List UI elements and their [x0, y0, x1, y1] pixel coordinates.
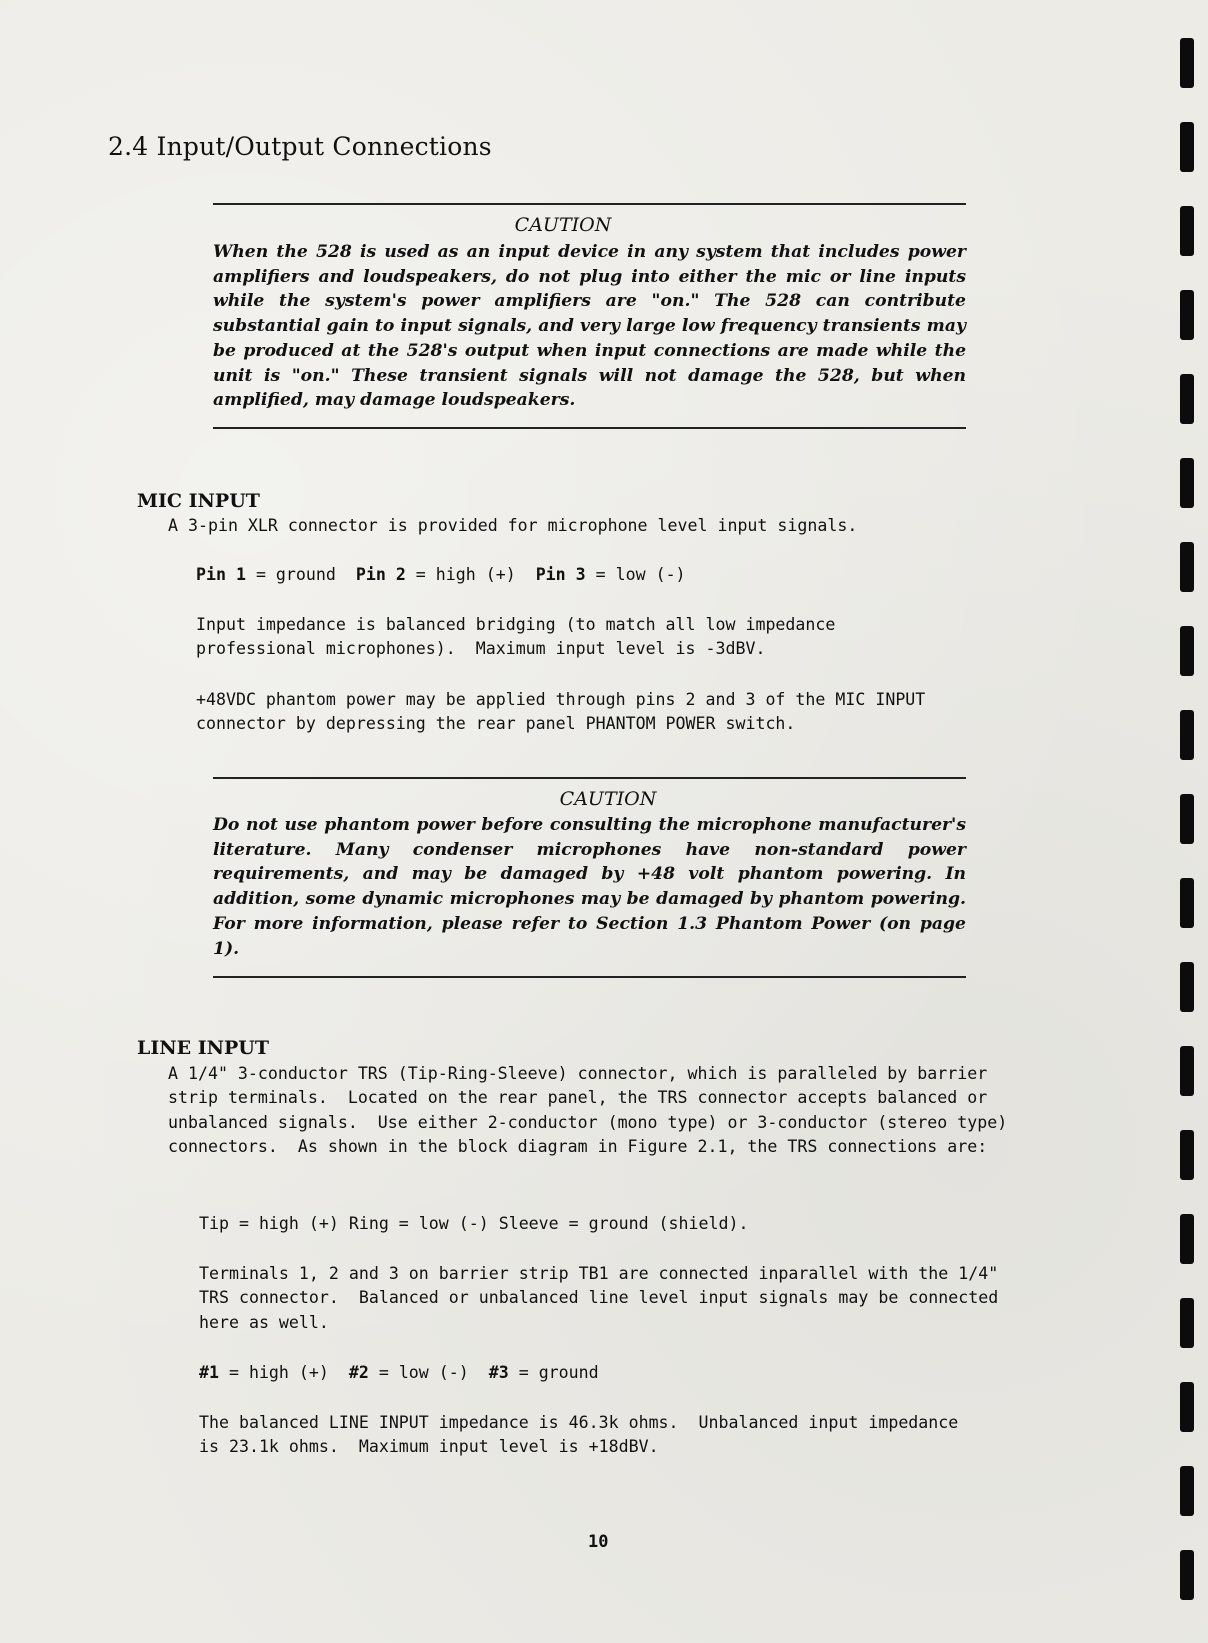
- strip-pin-list: [199, 1361, 979, 1385]
- binding-tab: [1180, 1466, 1194, 1516]
- mic-input-intro: A 3-pin XLR connector is provided for microphone level input signals.: [168, 516, 858, 535]
- caution-bottom-rule: [213, 427, 966, 429]
- binding-tab: [1180, 1298, 1194, 1348]
- binding-tab: [1180, 1550, 1194, 1600]
- binding-tab: [1180, 962, 1194, 1012]
- pin-label: #3: [488, 1363, 509, 1382]
- section-title: 2.4 Input/Output Connections: [108, 132, 492, 161]
- caution-body: Do not use phantom power before consulting the microphone manufacturer's literature. Many condenser microphones have non-standard power requirements, and may be damaged by +48 volt phantom powering. In addition, some dynamic microphones may be damaged by phantom powering. For more information, please refer to Section 1.3 Phantom Power (on page 1).: [213, 815, 966, 959]
- mic-pin-list: [196, 563, 976, 587]
- caution-top-rule: [213, 777, 966, 779]
- binding-tab: [1180, 38, 1194, 88]
- pin-value: = ground: [508, 1363, 599, 1382]
- pin-label: Pin 2: [355, 565, 406, 584]
- mic-impedance-text: Input impedance is balanced bridging (to match all low impedance professional microphones). Maximum input level is -3dBV.: [196, 615, 846, 659]
- pin-label: Pin 1: [196, 565, 246, 584]
- caution-top-rule: [213, 203, 966, 205]
- binding-tab: [1180, 374, 1194, 424]
- binding-tab: [1180, 626, 1194, 676]
- binding-tab: [1180, 290, 1194, 340]
- pin-value: = low (-): [585, 565, 686, 584]
- binding-tab: [1180, 1214, 1194, 1264]
- pin-label: #2: [348, 1363, 369, 1382]
- binding-tab: [1180, 710, 1194, 760]
- phantom-power-text: +48VDC phantom power may be applied through pins 2 and 3 of the MIC INPUT connector by depressing the rear panel PHANTOM POWER switch.: [196, 690, 936, 734]
- mic-input-heading: MIC INPUT: [137, 490, 260, 512]
- caution-heading: CAUTION: [559, 788, 657, 810]
- binding-tab: [1180, 1130, 1194, 1180]
- pin-value: = high (+): [218, 1363, 349, 1382]
- binding-tab: [1180, 122, 1194, 172]
- binding-tab: [1180, 206, 1194, 256]
- page-number: 10: [588, 1532, 609, 1552]
- trs-connections-text: Tip = high (+) Ring = low (-) Sleeve = ground (shield).: [199, 1214, 749, 1233]
- pin-label: Pin 3: [535, 565, 586, 584]
- binding-tab: [1180, 1382, 1194, 1432]
- caution-bottom-rule: [213, 976, 966, 978]
- binding-tab: [1180, 458, 1194, 508]
- caution-heading: CAUTION: [514, 214, 612, 236]
- binding-tab: [1180, 794, 1194, 844]
- caution-body: When the 528 is used as an input device in any system that includes power amplifiers and loudspeakers, do not plug into either the mic or line inputs while the system's power amplifiers are "on." The 528 can contribute substantial gain to input signals, and very large low frequency transients may be produced at the 528's output when input connections are made while the unit is "on." These transient signals will not damage the 528, but when amplified, may damage loudspeakers.: [213, 242, 966, 411]
- barrier-strip-text: Terminals 1, 2 and 3 on barrier strip TB1 are connected inparallel with the 1/4" TRS connector. Balanced or unbalanced line level input signals may be connected here as well.: [199, 1264, 1009, 1332]
- pin-value: = low (-): [368, 1363, 489, 1382]
- line-impedance-text: The balanced LINE INPUT impedance is 46.3k ohms. Unbalanced input impedance is 23.1k ohms. Maximum input level is +18dBV.: [199, 1413, 969, 1457]
- pin-label: #1: [199, 1363, 219, 1382]
- pin-value: = ground: [245, 565, 356, 584]
- binding-strip: [1178, 30, 1208, 1643]
- line-input-heading: LINE INPUT: [137, 1037, 269, 1059]
- binding-tab: [1180, 542, 1194, 592]
- binding-tab: [1180, 878, 1194, 928]
- line-input-intro: A 1/4" 3-conductor TRS (Tip-Ring-Sleeve) connector, which is paralleled by barrier strip terminals. Located on the rear panel, the TRS connector accepts balanced or unbalanced signals. Use either 2-conductor (mono type) or 3-conductor (stereo type) connectors. As shown in the block diagram in Figure 2.1, the TRS connections are:: [168, 1064, 1018, 1157]
- binding-tab: [1180, 1046, 1194, 1096]
- pin-value: = high (+): [405, 565, 536, 584]
